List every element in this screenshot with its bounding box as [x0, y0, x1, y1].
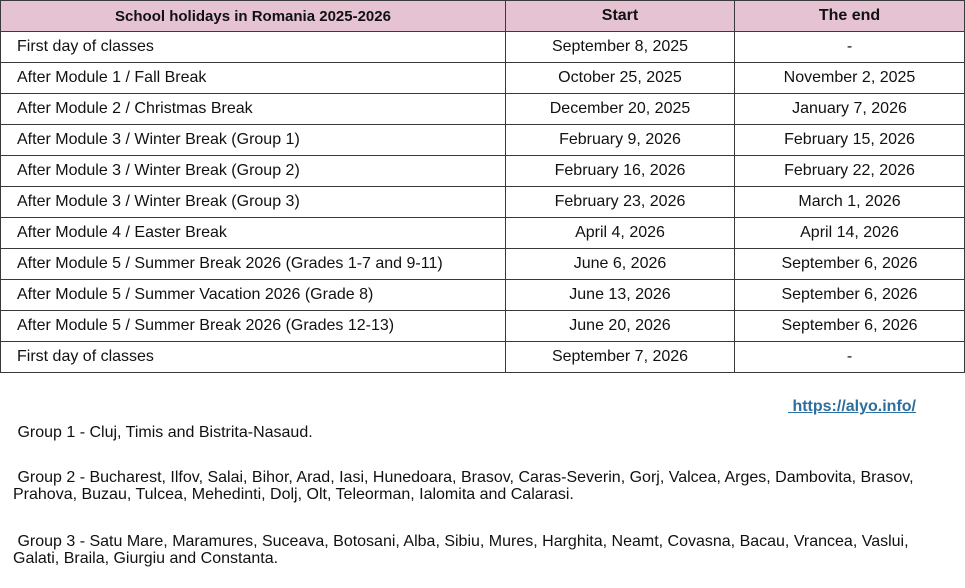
row-start: June 13, 2026	[506, 280, 735, 311]
row-event: After Module 4 / Easter Break	[1, 218, 506, 249]
row-end: March 1, 2026	[735, 187, 965, 218]
table-row	[1, 249, 965, 280]
row-start: June 6, 2026	[506, 249, 735, 280]
table-row	[1, 94, 965, 125]
row-event: After Module 3 / Winter Break (Group 1)	[1, 125, 506, 156]
row-start: April 4, 2026	[506, 218, 735, 249]
row-event: First day of classes	[1, 342, 506, 373]
row-end: -	[735, 32, 965, 63]
row-end: -	[735, 342, 965, 373]
group-3-note: Group 3 - Satu Mare, Maramures, Suceava, Botosani, Alba, Sibiu, Mures, Harghita, Neamt, Covasna, Bacau, Vrancea, Vaslui, Galati, Braila, Giurgiu and Constanta.	[13, 533, 913, 567]
row-event: After Module 5 / Summer Break 2026 (Grades 12-13)	[1, 311, 506, 342]
table-row	[1, 187, 965, 218]
row-event: After Module 3 / Winter Break (Group 2)	[1, 156, 506, 187]
row-event: After Module 5 / Summer Vacation 2026 (Grade 8)	[1, 280, 506, 311]
table-row	[1, 311, 965, 342]
row-end: November 2, 2025	[735, 63, 965, 94]
header-holiday: School holidays in Romania 2025-2026	[1, 1, 506, 32]
table-row	[1, 32, 965, 63]
row-event: After Module 2 / Christmas Break	[1, 94, 506, 125]
row-end: September 6, 2026	[735, 311, 965, 342]
source-link[interactable]: https://alyo.info/	[788, 398, 916, 415]
row-start: June 20, 2026	[506, 311, 735, 342]
table-row	[1, 156, 965, 187]
row-end: September 6, 2026	[735, 249, 965, 280]
row-event: After Module 5 / Summer Break 2026 (Grades 1-7 and 9-11)	[1, 249, 506, 280]
row-start: February 16, 2026	[506, 156, 735, 187]
row-end: January 7, 2026	[735, 94, 965, 125]
header-end: The end	[735, 1, 965, 32]
row-end: September 6, 2026	[735, 280, 965, 311]
row-event: After Module 1 / Fall Break	[1, 63, 506, 94]
row-start: September 7, 2026	[506, 342, 735, 373]
row-end: February 15, 2026	[735, 125, 965, 156]
group-1-note: Group 1 - Cluj, Timis and Bistrita-Nasaud.	[13, 424, 313, 441]
row-start: October 25, 2025	[506, 63, 735, 94]
table-row	[1, 125, 965, 156]
table-header-row	[1, 1, 965, 32]
header-start: Start	[506, 1, 735, 32]
table-row	[1, 342, 965, 373]
row-start: December 20, 2025	[506, 94, 735, 125]
table-row	[1, 218, 965, 249]
row-event: First day of classes	[1, 32, 506, 63]
row-start: February 9, 2026	[506, 125, 735, 156]
row-end: April 14, 2026	[735, 218, 965, 249]
row-event: After Module 3 / Winter Break (Group 3)	[1, 187, 506, 218]
table-row	[1, 63, 965, 94]
row-end: February 22, 2026	[735, 156, 965, 187]
row-start: September 8, 2025	[506, 32, 735, 63]
group-2-note: Group 2 - Bucharest, Ilfov, Salai, Bihor, Arad, Iasi, Hunedoara, Brasov, Caras-Severin, Gorj, Valcea, Arges, Dambovita, Brasov, Prahova, Buzau, Tulcea, Mehedinti, Dolj, Olt, Teleorman, Ialomita and Calarasi.	[13, 469, 919, 503]
row-start: February 23, 2026	[506, 187, 735, 218]
table-row	[1, 280, 965, 311]
